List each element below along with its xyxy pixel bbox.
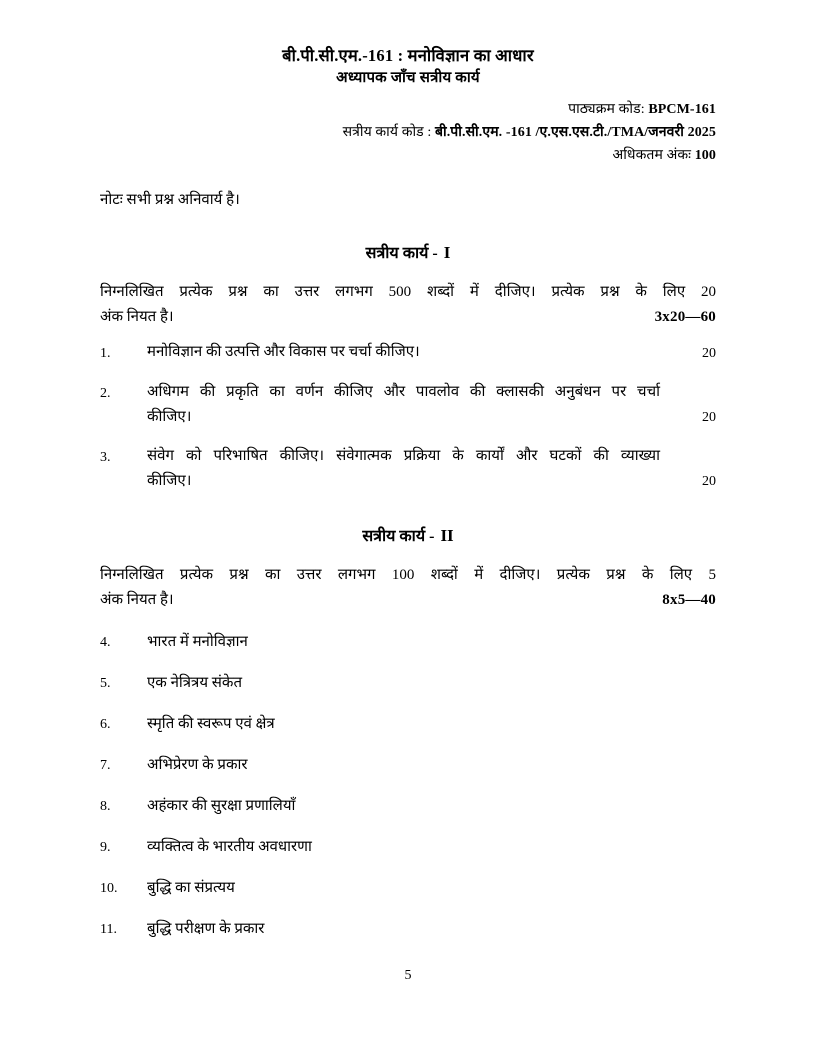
- question-text: [147, 340, 716, 365]
- question-number: 4.: [100, 635, 111, 650]
- question-text: अभिप्रेरण के प्रकार: [147, 757, 248, 773]
- section-2-question-list: [100, 631, 716, 941]
- page-number: 5: [404, 968, 412, 983]
- question-text-line-1: संवेग को परिभाषित कीजिए। संवेगात्मक प्रक्रिया के कार्यों और घटकों की व्याख्या: [147, 448, 660, 464]
- assignment-code-value: बी.पी.सी.एम. -161 /ए.एस.एस.टी./TMA/जनवरी 2025: [434, 125, 716, 140]
- max-marks-label: अधिकतम अंकः: [612, 148, 692, 163]
- question-row: [100, 380, 716, 430]
- question-text: [147, 380, 716, 430]
- course-code-label: पाठ्यक्रम कोड:: [568, 102, 645, 117]
- document-subtitle: अध्यापक जाँच सत्रीय कार्य: [336, 70, 480, 86]
- list-item: [100, 631, 716, 654]
- question-number: 6.: [100, 717, 111, 732]
- question-text: [147, 444, 716, 494]
- question-number: 10.: [100, 881, 118, 896]
- question-text: स्मृति की स्वरूप एवं क्षेत्र: [147, 716, 275, 732]
- question-number: 5.: [100, 676, 111, 691]
- section-heading-2-text: सत्रीय कार्य -: [362, 528, 439, 545]
- document-title: बी.पी.सी.एम.-161 : मनोविज्ञान का आधार: [282, 46, 534, 65]
- section-heading-2-roman: II: [440, 526, 454, 545]
- course-code-line: [100, 98, 716, 121]
- question-row: [100, 340, 716, 366]
- section-2-instruction-line-1: निग्नलिखित प्रत्येक प्रश्न का उत्तर लगभग 100 शब्दों में दीजिए। प्रत्येक प्रश्न के लिए 5: [100, 567, 716, 583]
- question-text-line-2: कीजिए।: [147, 473, 192, 489]
- section-2-instruction-line-2-wrap: [100, 588, 716, 613]
- list-item: [100, 877, 716, 900]
- max-marks-line: [100, 144, 716, 167]
- section-2-weight: 8x5—40: [662, 592, 716, 608]
- assignment-code-line: [100, 121, 716, 144]
- section-2-instructions: [100, 563, 716, 613]
- page-content: [100, 44, 716, 959]
- list-item: [100, 713, 716, 736]
- question-number: 8.: [100, 799, 111, 814]
- question-marks: 20: [702, 410, 716, 425]
- question-text: भारत में मनोविज्ञान: [147, 634, 248, 650]
- question-text: बुद्धि परीक्षण के प्रकार: [147, 921, 265, 937]
- section-1-instruction-line-2: अंक नियत है।: [100, 309, 174, 325]
- question-text: एक नेत्रित्रय संकेत: [147, 675, 242, 691]
- section-1-instruction-line-2-wrap: [100, 305, 716, 330]
- assignment-code-label: सत्रीय कार्य कोड :: [342, 125, 432, 140]
- question-number: 9.: [100, 840, 111, 855]
- list-item: [100, 754, 716, 777]
- question-text-line-1: अधिगम की प्रकृति का वर्णन कीजिए और पावलोव की क्लासकी अनुबंधन पर चर्चा: [147, 384, 660, 400]
- section-1-instruction-line-1: निग्नलिखित प्रत्येक प्रश्न का उत्तर लगभग 500 शब्दों में दीजिए। प्रत्येक प्रश्न के लिए 20: [100, 284, 716, 300]
- section-heading-1-text: सत्रीय कार्य -: [365, 245, 442, 262]
- list-item: [100, 795, 716, 818]
- question-text: बुद्धि का संप्रत्यय: [147, 880, 235, 896]
- question-number: 2.: [100, 386, 111, 401]
- section-1-question-list: [100, 340, 716, 494]
- section-heading-1-roman: I: [443, 243, 451, 262]
- question-number: 1.: [100, 346, 111, 361]
- question-text-line-2: कीजिए।: [147, 409, 192, 425]
- section-2-instruction-line-2: अंक नियत है।: [100, 592, 174, 608]
- section-heading-1: [100, 241, 716, 266]
- question-number: 11.: [100, 922, 117, 937]
- question-marks: 20: [702, 346, 716, 361]
- list-item: [100, 836, 716, 859]
- document-metadata: [100, 98, 716, 167]
- note-text: नोटः सभी प्रश्न अनिवार्य है।: [100, 192, 240, 208]
- list-item: [100, 672, 716, 695]
- question-text: अहंकार की सुरक्षा प्रणालियाँ: [147, 798, 296, 814]
- course-code-value: BPCM-161: [648, 102, 716, 117]
- section-heading-2: [100, 524, 716, 549]
- section-1-weight: 3x20—60: [654, 309, 716, 325]
- question-text-line-1: मनोविज्ञान की उत्पत्ति और विकास पर चर्चा कीजिए।: [147, 344, 420, 360]
- section-1-instructions: [100, 280, 716, 330]
- list-item: [100, 918, 716, 941]
- question-number: 7.: [100, 758, 111, 773]
- question-text: व्यक्तित्व के भारतीय अवधारणा: [147, 839, 312, 855]
- question-marks: 20: [702, 474, 716, 489]
- max-marks-value: 100: [694, 148, 716, 163]
- question-row: [100, 444, 716, 494]
- question-number: 3.: [100, 450, 111, 465]
